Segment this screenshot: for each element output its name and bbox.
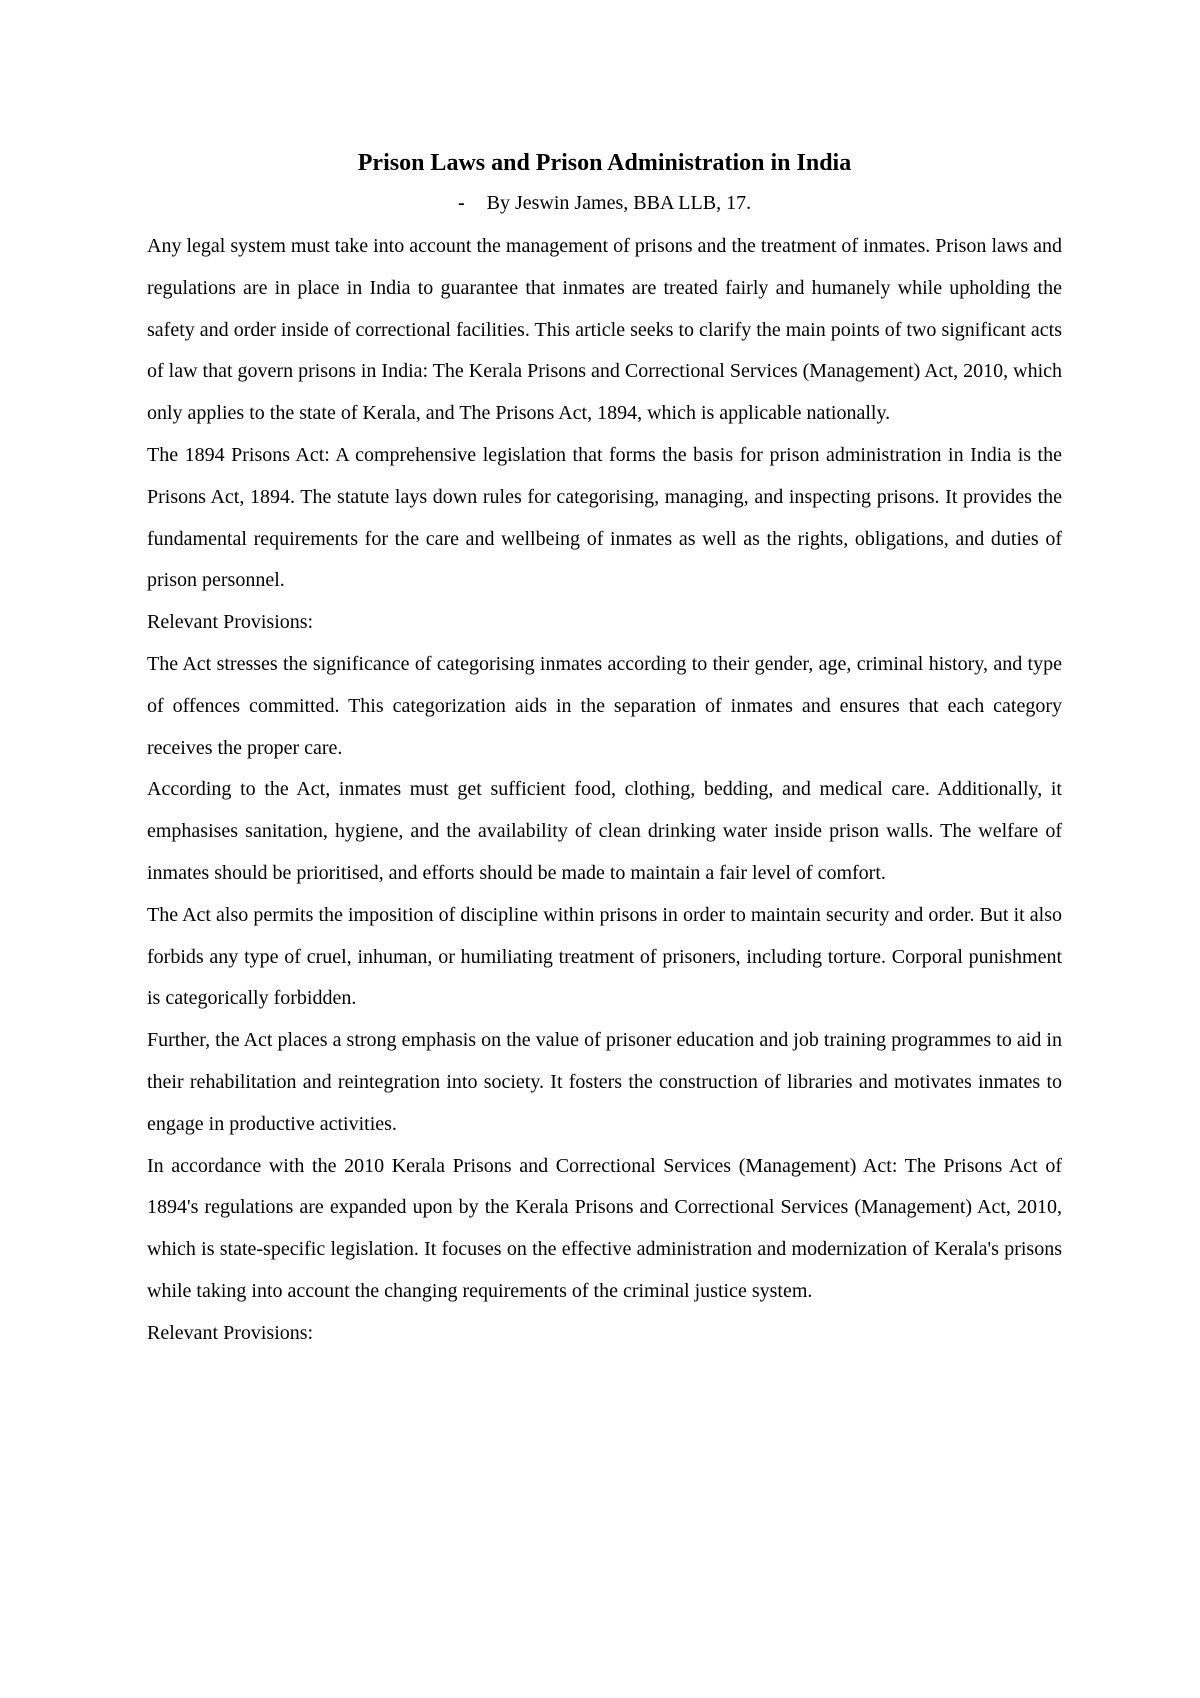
paragraph-prisons-act-1894: The 1894 Prisons Act: A comprehensive legislation that forms the basis for prison administration in India is the Prisons Act, 1894. The statute lays down rules for categorising, managing, and inspecting prisons. It provides the fundamental requirements for the care and wellbeing of inmates as well as the rights, obligations, and duties of prison personnel.: [147, 443, 1062, 592]
paragraph-discipline: The Act also permits the imposition of discipline within prisons in order to maintain security and order. But it also forbids any type of cruel, inhuman, or humiliating treatment of prisoners, including torture. Corporal punishment is categorically forbidden.: [147, 903, 1062, 1010]
paragraph-education: Further, the Act places a strong emphasis on the value of prisoner education and job training programmes to aid in their rehabilitation and reintegration into society. It fosters the construction of libraries and motivates inmates to engage in productive activities.: [147, 1029, 1062, 1135]
document-byline: [147, 190, 1062, 216]
paragraph-welfare: According to the Act, inmates must get sufficient food, clothing, bedding, and medical care. Additionally, it emphasises sanitation, hygiene, and the availability of clean drinking water inside prison walls. The welfare of inmates should be prioritised, and efforts should be made to maintain a fair level of comfort.: [147, 778, 1062, 884]
paragraph-relevant-provisions-heading-2: Relevant Provisions:: [147, 1321, 314, 1344]
paragraph-kerala-act-2010: In accordance with the 2010 Kerala Prisons and Correctional Services (Management) Act: The Prisons Act of 1894's regulations are expanded upon by the Kerala Prisons and Correctional Services (Management) Act, 2010, which is state-specific legislation. It focuses on the effective administration and modernization of Kerala's prisons while taking into account the changing requirements of the criminal justice system.: [147, 1154, 1062, 1302]
document-body: [147, 226, 1062, 1355]
document-title: Prison Laws and Prison Administration in India: [357, 150, 852, 176]
paragraph-intro: Any legal system must take into account the management of prisons and the treatment of inmates. Prison laws and regulations are in place in India to guarantee that inmates are treated fairly and humanely while upholding the safety and order inside of correctional facilities. This article seeks to clarify the main points of two significant acts of law that govern prisons in India: The Kerala Prisons and Correctional Services (Management) Act, 2010, which only applies to the state of Kerala, and The Prisons Act, 1894, which is applicable nationally.: [147, 235, 1062, 425]
document-content: [147, 146, 1062, 1355]
paragraph-categorisation: The Act stresses the significance of categorising inmates according to their gender, age, criminal history, and type of offences committed. This categorization aids in the separation of inmates and ensures that each category receives the proper care.: [147, 652, 1062, 759]
byline-text: By Jeswin James, BBA LLB, 17.: [486, 192, 752, 214]
paragraph-relevant-provisions-heading: Relevant Provisions:: [147, 611, 314, 634]
byline-dash: -: [457, 192, 465, 214]
